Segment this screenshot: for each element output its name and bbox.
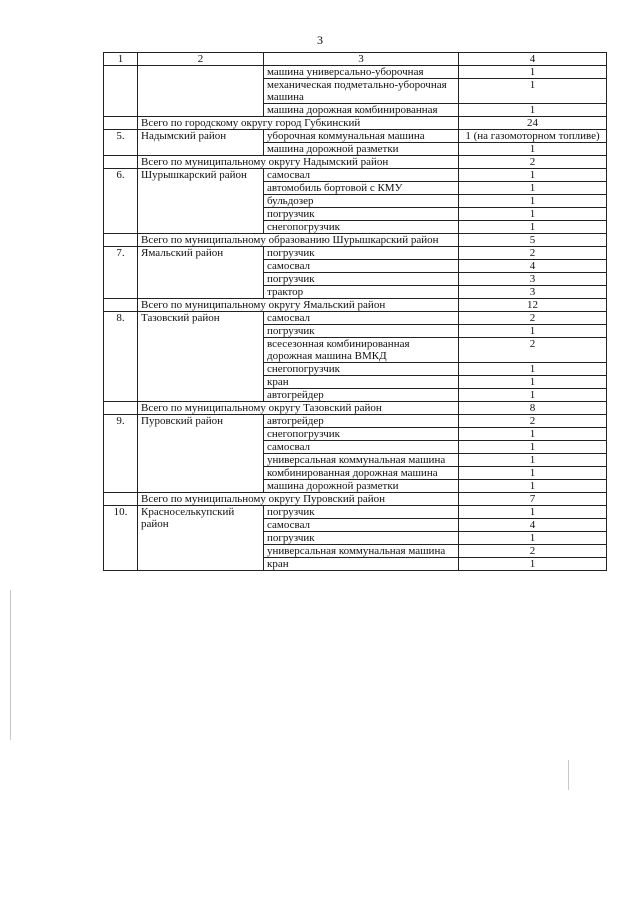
equipment-qty: 2	[459, 247, 607, 260]
equipment-name: механическая подметально-уборочная машина	[264, 79, 459, 104]
equipment-qty: 1	[459, 363, 607, 376]
total-row	[104, 156, 607, 169]
header-col-4: 4	[459, 53, 607, 66]
equipment-name: машина дорожной разметки	[264, 480, 459, 493]
district-name: Тазовский район	[138, 312, 264, 402]
equipment-name: автогрейдер	[264, 389, 459, 402]
district-name: Пуровский район	[138, 415, 264, 493]
equipment-qty: 1	[459, 325, 607, 338]
page-number: 3	[317, 33, 323, 47]
table-row	[104, 130, 607, 143]
equipment-name: автомобиль бортовой с КМУ	[264, 182, 459, 195]
total-blank	[104, 299, 138, 312]
equipment-name: всесезонная комбинированная дорожная машина ВМКД	[264, 338, 459, 363]
table-row	[104, 415, 607, 428]
header-row	[104, 53, 607, 66]
total-label: Всего по муниципальному округу Надымский район	[138, 156, 459, 169]
total-qty: 12	[459, 299, 607, 312]
total-label: Всего по муниципальному образованию Шурышкарский район	[138, 234, 459, 247]
equipment-name: бульдозер	[264, 195, 459, 208]
total-blank	[104, 117, 138, 130]
total-qty: 2	[459, 156, 607, 169]
total-qty: 7	[459, 493, 607, 506]
equipment-qty: 1	[459, 506, 607, 519]
equipment-name: погрузчик	[264, 208, 459, 221]
equipment-qty: 1	[459, 169, 607, 182]
total-row	[104, 299, 607, 312]
table-row	[104, 66, 607, 79]
equipment-qty: 1	[459, 454, 607, 467]
equipment-name: снегопогрузчик	[264, 428, 459, 441]
equipment-name: погрузчик	[264, 273, 459, 286]
equipment-qty: 1	[459, 208, 607, 221]
equipment-name: самосвал	[264, 169, 459, 182]
total-label: Всего по городскому округу город Губкинский	[138, 117, 459, 130]
equipment-name: уборочная коммунальная машина	[264, 130, 459, 143]
equipment-name: погрузчик	[264, 247, 459, 260]
equipment-name: машина универсально-уборочная	[264, 66, 459, 79]
total-label: Всего по муниципальному округу Пуровский район	[138, 493, 459, 506]
equipment-name: погрузчик	[264, 325, 459, 338]
equipment-qty: 1	[459, 428, 607, 441]
equipment-name: снегопогрузчик	[264, 363, 459, 376]
total-label: Всего по муниципальному округу Тазовский район	[138, 402, 459, 415]
total-blank	[104, 234, 138, 247]
equipment-qty: 1	[459, 558, 607, 571]
equipment-qty: 1	[459, 143, 607, 156]
equipment-name: кран	[264, 558, 459, 571]
equipment-qty: 1	[459, 195, 607, 208]
total-qty: 8	[459, 402, 607, 415]
equipment-table-body	[104, 53, 607, 571]
total-qty: 5	[459, 234, 607, 247]
equipment-name: погрузчик	[264, 532, 459, 545]
total-row	[104, 234, 607, 247]
equipment-name: машина дорожная комбинированная	[264, 104, 459, 117]
total-blank	[104, 402, 138, 415]
equipment-qty: 1 (на газомоторном топливе)	[459, 130, 607, 143]
equipment-name: самосвал	[264, 312, 459, 325]
equipment-qty: 3	[459, 286, 607, 299]
row-number	[104, 66, 138, 117]
equipment-name: автогрейдер	[264, 415, 459, 428]
equipment-name: универсальная коммунальная машина	[264, 545, 459, 558]
equipment-name: трактор	[264, 286, 459, 299]
equipment-name: снегопогрузчик	[264, 221, 459, 234]
header-col-2: 2	[138, 53, 264, 66]
equipment-qty: 2	[459, 415, 607, 428]
district-name: Красноселькупский район	[138, 506, 264, 571]
row-number: 9.	[104, 415, 138, 493]
equipment-qty: 2	[459, 312, 607, 325]
table-row	[104, 506, 607, 519]
equipment-qty: 1	[459, 376, 607, 389]
equipment-qty: 1	[459, 66, 607, 79]
equipment-qty: 1	[459, 182, 607, 195]
equipment-qty: 1	[459, 480, 607, 493]
district-name: Ямальский район	[138, 247, 264, 299]
total-row	[104, 117, 607, 130]
total-qty: 24	[459, 117, 607, 130]
total-blank	[104, 493, 138, 506]
total-label: Всего по муниципальному округу Ямальский район	[138, 299, 459, 312]
equipment-qty: 1	[459, 104, 607, 117]
scan-artifact	[10, 590, 11, 740]
equipment-name: машина дорожной разметки	[264, 143, 459, 156]
district-name	[138, 66, 264, 117]
equipment-qty: 2	[459, 545, 607, 558]
equipment-qty: 2	[459, 338, 607, 363]
row-number: 10.	[104, 506, 138, 571]
row-number: 5.	[104, 130, 138, 156]
table-row	[104, 312, 607, 325]
total-blank	[104, 156, 138, 169]
equipment-qty: 1	[459, 389, 607, 402]
equipment-qty: 1	[459, 441, 607, 454]
equipment-qty: 1	[459, 532, 607, 545]
table-row	[104, 169, 607, 182]
row-number: 6.	[104, 169, 138, 234]
scan-artifact	[568, 760, 569, 790]
equipment-qty: 3	[459, 273, 607, 286]
header-col-3: 3	[264, 53, 459, 66]
row-number: 8.	[104, 312, 138, 402]
table-row	[104, 247, 607, 260]
equipment-table	[103, 52, 607, 571]
equipment-name: кран	[264, 376, 459, 389]
equipment-qty: 1	[459, 221, 607, 234]
district-name: Надымский район	[138, 130, 264, 156]
equipment-name: универсальная коммунальная машина	[264, 454, 459, 467]
total-row	[104, 402, 607, 415]
equipment-name: погрузчик	[264, 506, 459, 519]
equipment-name: самосвал	[264, 260, 459, 273]
equipment-qty: 4	[459, 260, 607, 273]
equipment-qty: 1	[459, 467, 607, 480]
equipment-name: самосвал	[264, 441, 459, 454]
equipment-name: самосвал	[264, 519, 459, 532]
header-col-1: 1	[104, 53, 138, 66]
total-row	[104, 493, 607, 506]
equipment-name: комбинированная дорожная машина	[264, 467, 459, 480]
district-name: Шурышкарский район	[138, 169, 264, 234]
row-number: 7.	[104, 247, 138, 299]
equipment-qty: 1	[459, 79, 607, 104]
equipment-qty: 4	[459, 519, 607, 532]
